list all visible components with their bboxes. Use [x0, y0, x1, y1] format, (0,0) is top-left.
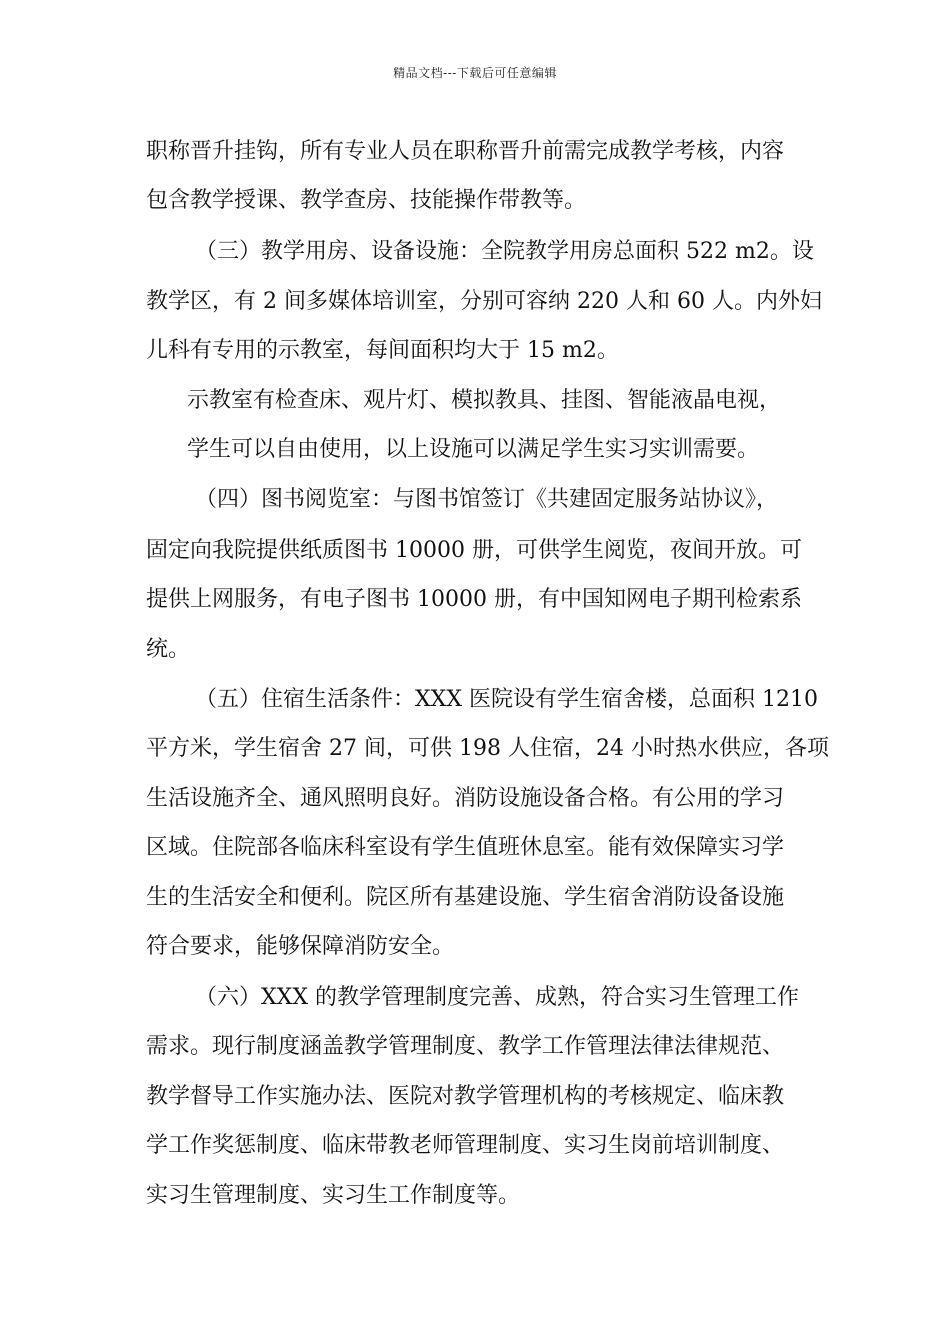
- text-line: 生活设施齐全、通风照明良好。消防设施设备合格。有公用的学习: [146, 786, 785, 811]
- text-line: 平方米，学生宿舍 27 间，可供 198 人住宿，24 小时热水供应，各项: [146, 736, 829, 761]
- text-line: 儿科有专用的示教室，每间面积均大于 15 m2。: [146, 338, 619, 363]
- text-line: 符合要求，能够保障消防安全。: [146, 934, 455, 959]
- text-line: （六）XXX 的教学管理制度完善、成熟，符合实习生管理工作: [195, 985, 799, 1010]
- text-line: 示教室有检查床、观片灯、模拟教具、挂图、智能液晶电视，: [187, 388, 782, 413]
- text-line: 提供上网服务，有电子图书 10000 册，有中国知网电子期刊检索系: [146, 587, 802, 612]
- text-line: 职称晋升挂钩，所有专业人员在职称晋升前需完成教学考核，内容: [146, 139, 785, 164]
- text-line: 统。: [146, 637, 191, 662]
- text-line: 学生可以自由使用，以上设施可以满足学生实习实训需要。: [187, 437, 760, 462]
- text-line: （四）图书阅览室：与图书馆签订《共建固定服务站协议》，: [195, 487, 779, 512]
- text-line: 需求。现行制度涵盖教学管理制度、教学工作管理法律法律规范、: [146, 1034, 785, 1059]
- text-line: 区域。住院部各临床科室设有学生值班休息室。能有效保障实习学: [146, 835, 785, 860]
- text-line: 固定向我院提供纸质图书 10000 册，可供学生阅览，夜间开放。可: [146, 538, 802, 563]
- text-line: 包含教学授课、教学查房、技能操作带教等。: [146, 188, 587, 213]
- text-line: （五）住宿生活条件：XXX 医院设有学生宿舍楼，总面积 1210: [195, 687, 818, 712]
- text-line: 学工作奖惩制度、临床带教老师管理制度、实习生岗前培训制度、: [146, 1133, 785, 1158]
- page-header: 精品文档---下载后可任意编辑: [393, 66, 557, 80]
- text-line: 教学区，有 2 间多媒体培训室，分别可容纳 220 人和 60 人。内外妇: [146, 289, 822, 314]
- text-line: 生的生活安全和便利。院区所有基建设施、学生宿舍消防设备设施: [146, 885, 785, 910]
- text-line: 实习生管理制度、实习生工作制度等。: [146, 1183, 521, 1208]
- text-line: （三）教学用房、设备设施：全院教学用房总面积 522 m2。设: [195, 239, 814, 264]
- text-line: 教学督导工作实施办法、医院对教学管理机构的考核规定、临床教: [146, 1084, 785, 1109]
